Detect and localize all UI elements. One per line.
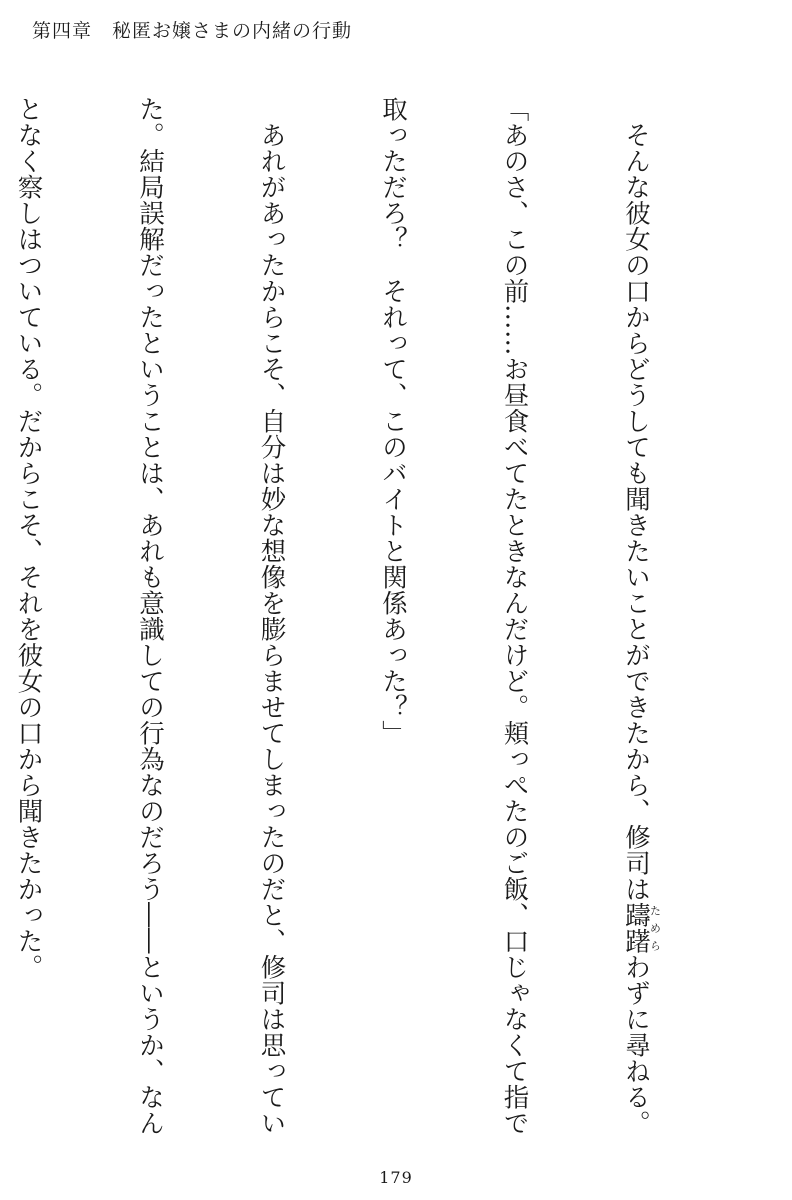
furigana-reading: ためら — [648, 902, 662, 954]
text-line: 「あのさ、この前……お昼食べてたときなんだけど。頬っぺたのご飯、口じゃなくて指で — [499, 96, 530, 1136]
text-line: あれがあったからこそ、自分は妙な想像を膨らませてしまったのだと、修司は思ってい — [256, 96, 287, 1136]
novel-body-text — [0, 96, 742, 1156]
text-line: そんな彼女の口からどうしても聞きたいことができたから、修司は躊躇ためらわずに尋ねる。 — [621, 96, 662, 1136]
text-line: た。結局誤解だったということは、あれも意識しての行為なのだろう――というか、なん — [135, 96, 165, 1136]
text-line: 取っただろ？ それって、このバイトと関係あった？」 — [378, 96, 408, 746]
chapter-header: 第四章 秘匿お嬢さまの内緒の行動 — [32, 20, 353, 42]
page-number: 179 — [379, 1168, 413, 1187]
furigana-ruby: 躊躇ためら — [621, 902, 662, 954]
text-line: となく察しはついている。だからこそ、それを彼女の口から聞きたかった。 — [13, 96, 44, 980]
